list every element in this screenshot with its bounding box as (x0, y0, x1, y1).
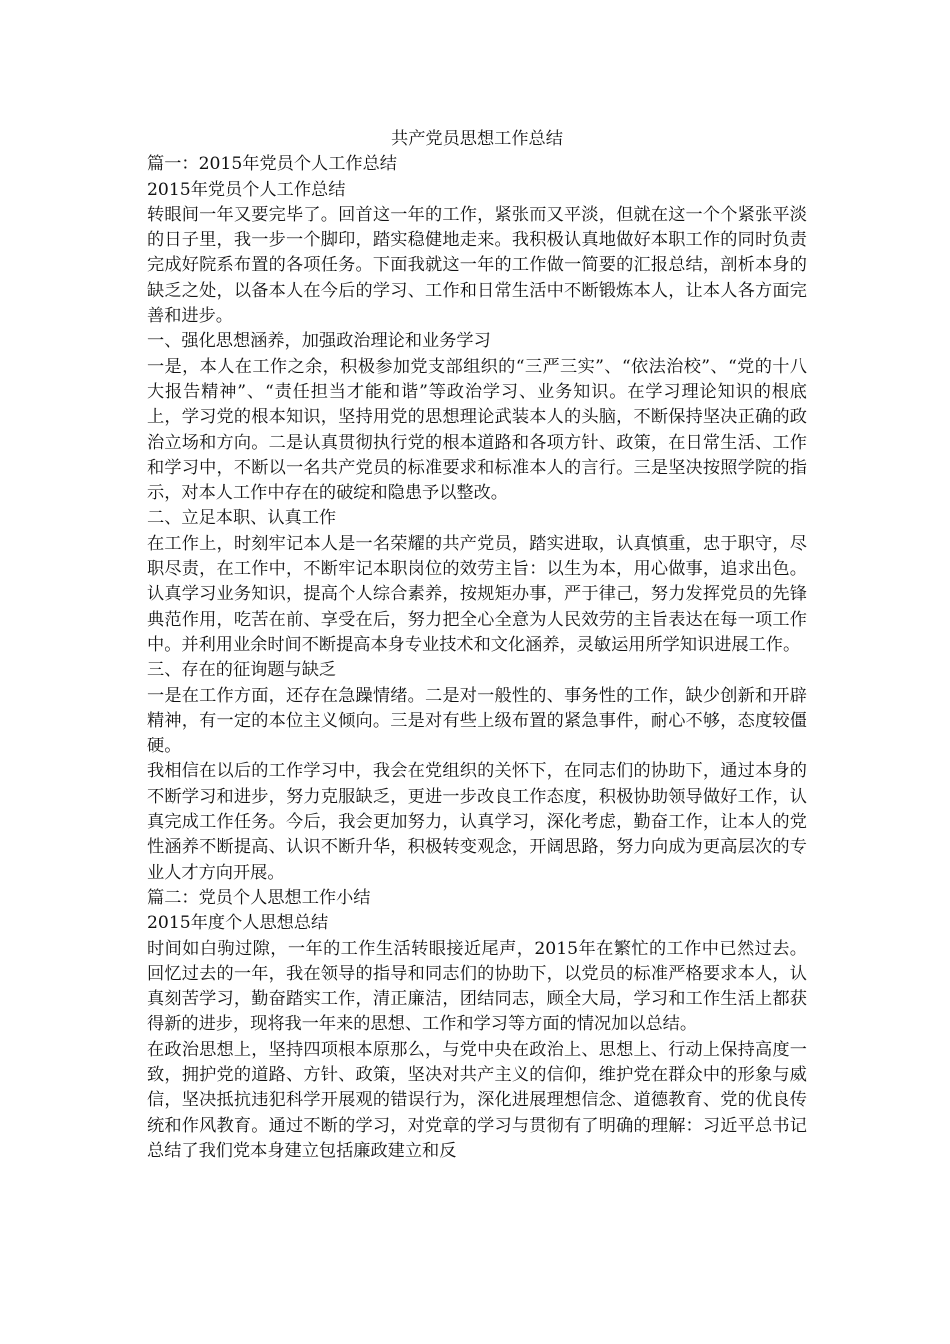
paragraph-political-thought: 在政治思想上，坚持四项根本原那么，与党中央在政治上、思想上、行动上保持高度一致，拥护党的道路、方针、政策，坚决对共产主义的信仰，维护党在群众中的形象与威信，坚决抵抗违犯科学开展观的错误行为，深化进展理想信念、道德教育、党的优良传统和作风教育。通过不断的学习，对党章的学习与贯彻有了明确的理解：习近平总书记总结了我们党本身建立包括廉政建立和反 (147, 1039, 807, 1161)
paragraph-point-1: 一是，本人在工作之余，积极参加党支部组织的“三严三实”、“依法治校”、“党的十八大报告精神”、“责任担当才能和谐”等政治学习、业务知识。在学习理论知识的根底上，学习党的根本知识，坚持用党的思想理论武装本人的头脑，不断保持坚决正确的政治立场和方向。二是认真贯彻执行党的根本道路和各项方针、政策，在日常生活、工作和学习中，不断以一名共产党员的标准要求和标准本人的言行。三是坚决按照学院的指示，对本人工作中存在的破绽和隐患予以整改。 (147, 356, 807, 504)
subheading-2015-annual-summary: 2015年度个人思想总结 (147, 913, 329, 934)
paragraph-point-2: 在工作上，时刻牢记本人是一名荣耀的共产党员，踏实进取，认真慎重，忠于职守，尽职尽责，在工作中，不断牢记本职岗位的效劳主旨：以生为本，用心做事，追求出色。认真学习业务知识，提高个人综合素养，按规矩办事，严于律己，努力发挥党员的先锋典范作用，吃苦在前、享受在后，努力把全心全意为人民效劳的主旨表达在每一项工作中。并利用业余时间不断提高本身专业技术和文化涵养，灵敏运用所学知识进展工作。 (147, 533, 807, 655)
document-page (147, 127, 807, 1164)
paragraph-point-3: 一是在工作方面，还存在急躁情绪。二是对一般性的、事务性的工作，缺少创新和开辟精神，有一定的本位主义倾向。三是对有些上级布置的紧急事件，耐心不够，态度较僵硬。 (147, 685, 807, 757)
section-heading-part2: 篇二：党员个人思想工作小结 (147, 887, 371, 908)
subheading-2015-party-member-summary: 2015年党员个人工作总结 (147, 179, 346, 200)
paragraph-outlook: 我相信在以后的工作学习中，我会在党组织的关怀下，在同志们的协助下，通过本身的不断学习和进步，努力克服缺乏，更进一步改良工作态度，积极协助领导做好工作，认真完成工作任务。今后，我会更加努力，认真学习，深化考虑，勤奋工作，让本人的党性涵养不断提高、认识不断升华，积极转变观念，开阔思路，努力向成为更高层次的专业人才方向开展。 (147, 761, 807, 883)
heading-point-3: 三、存在的征询题与缺乏 (147, 660, 337, 681)
paragraph-intro: 转眼间一年又要完毕了。回首这一年的工作，紧张而又平淡，但就在这一个个紧张平淡的日子里，我一步一个脚印，踏实稳健地走来。我积极认真地做好本职工作的同时负责完成好院系布置的各项任务。下面我就这一年的工作做一简要的汇报总结，剖析本身的缺乏之处，以备本人在今后的学习、工作和日常生活中不断锻炼本人，让本人各方面完善和进步。 (147, 204, 807, 327)
paragraph-part2-intro: 时间如白驹过隙，一年的工作生活转眼接近尾声，2015年在繁忙的工作中已然过去。回忆过去的一年，我在领导的指导和同志们的协助下，以党员的标准严格要求本人，认真刻苦学习，勤奋踏实工作，清正廉洁，团结同志，顾全大局，学习和工作生活上都获得新的进步，现将我一年来的思想、工作和学习等方面的情况加以总结。 (147, 938, 807, 1035)
section-heading-part1: 篇一：2015年党员个人工作总结 (147, 154, 397, 175)
heading-point-1: 一、强化思想涵养，加强政治理论和业务学习 (147, 331, 491, 352)
heading-point-2: 二、立足本职、认真工作 (147, 508, 337, 529)
document-title: 共产党员思想工作总结 (391, 129, 563, 149)
